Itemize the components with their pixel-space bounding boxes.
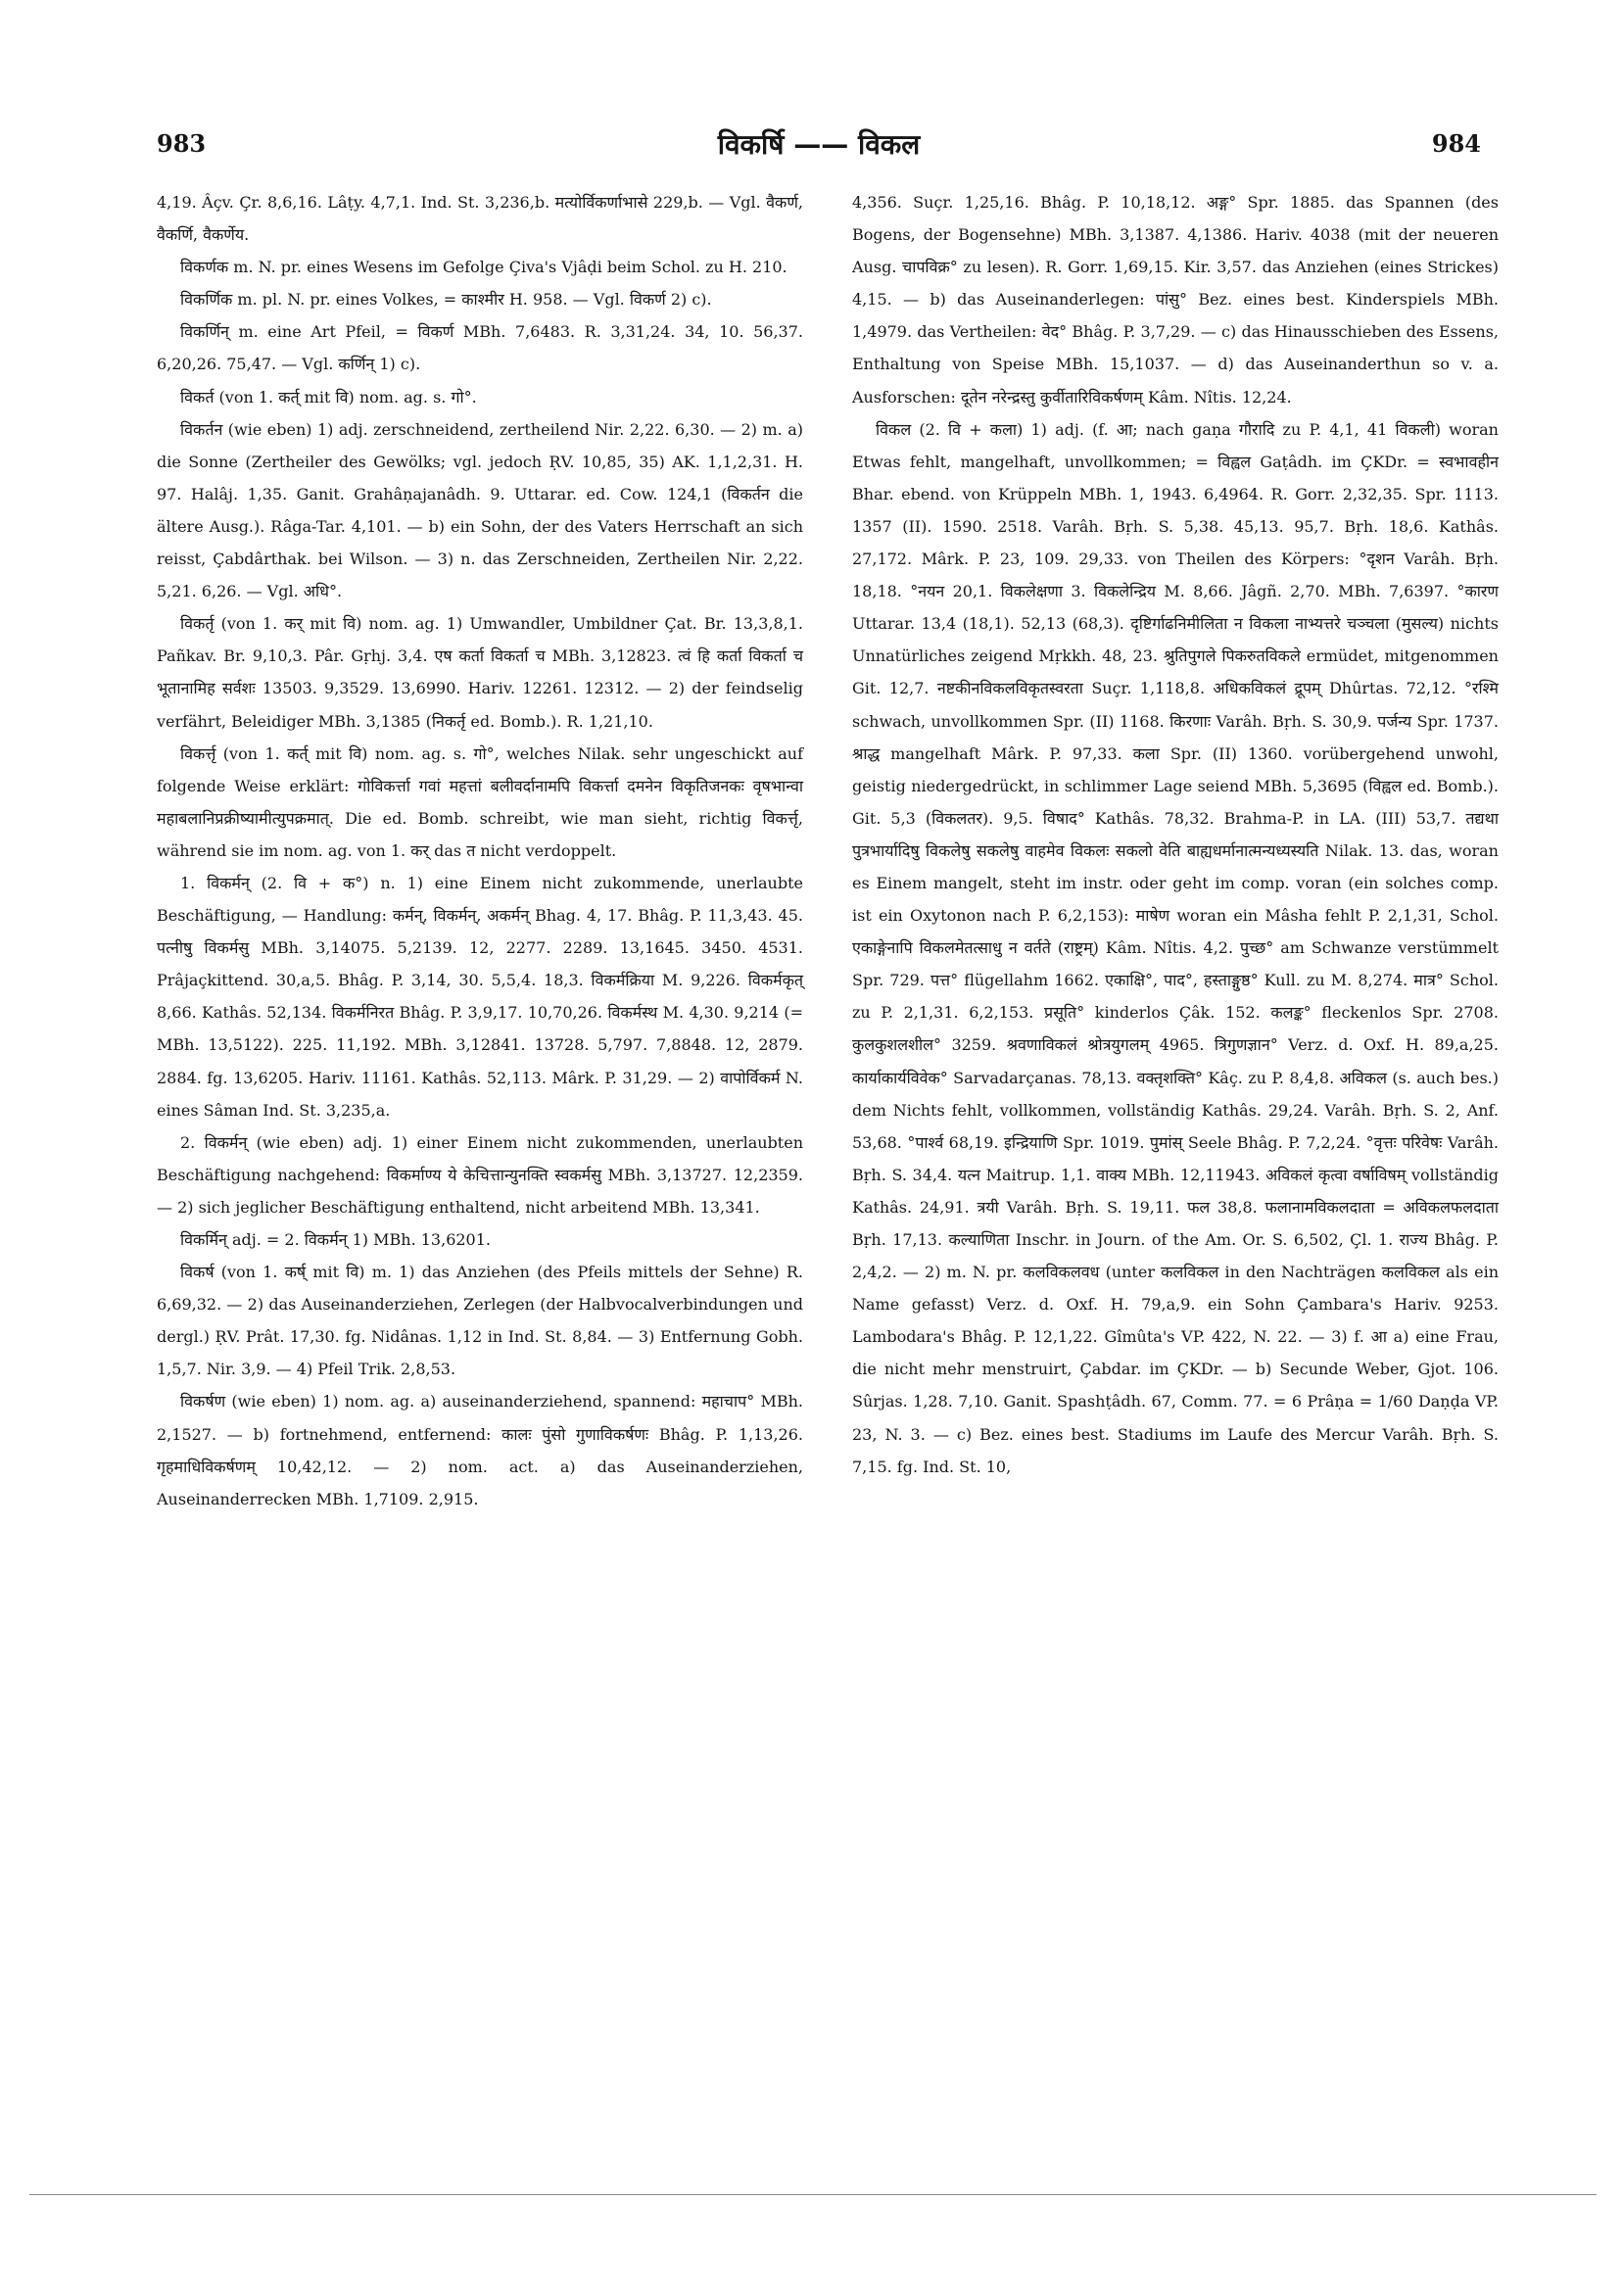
entry-paragraph: विकर्ष (von 1. कर्ष् mit वि) m. 1) das Anziehen (des Pfeils mittels der Sehne) R. 6,69,32. — 2) das Auseinanderziehen, Zerlegen (der Halbvocalverbindungen und dergl.) ṚV. Prât. 17,30. fg. Nidânas. 1,12 in Ind. St. 8,84. — 3) Entfernung Gobh. 1,5,7. Nir. 3,9. — 4) Pfeil Trik. 2,8,53. [157, 1263, 803, 1379]
entry-paragraph: विकर्णिक m. pl. N. pr. eines Volkes, = काश्मीर H. 958. — Vgl. विकर्ण 2) c). [180, 290, 712, 310]
left-column [157, 186, 803, 1515]
entry-paragraph: विकर्तन (wie eben) 1) adj. zerschneidend, zertheilend Nir. 2,22. 6,30. — 2) m. a) die Sonne (Zertheiler des Gewölks; vgl. jedoch ṚV. 10,85, 35) AK. 1,1,2,31. H. 97. Halâj. 1,35. Ganit. Grahâṇajanâdh. 9. Uttarar. ed. Cow. 124,1 (विकर्तन die ältere Ausg.). Râga-Tar. 4,101. — b) ein Sohn, der des Vaters Herrschaft an sich reisst, Çabdârthak. bei Wilson. — 3) n. das Zerschneiden, Zertheilen Nir. 2,22. 5,21. 6,26. — Vgl. अधि°. [157, 419, 803, 601]
page-number-left: 983 [157, 129, 207, 158]
entry-paragraph: विकर्णक m. N. pr. eines Wesens im Gefolge Çiva's Vjâḍi beim Schol. zu H. 210. [180, 258, 787, 277]
page-header [157, 125, 1481, 165]
footer-rule [29, 2194, 1597, 2195]
entry-paragraph: विकर्मिन् adj. = 2. विकर्मन् 1) MBh. 13,6201. [180, 1230, 492, 1249]
entry-paragraph: विकल (2. वि + कला) 1) adj. (f. आ; nach gaṇa गौरादि zu P. 4,1, 41 विकली) woran Etwas fehlt, mangelhaft, unvollkommen; = विह्वल Gaṭâdh. im ÇKDr. = स्वभावहीन Bhar. ebend. von Krüppeln MBh. 1, 1943. 6,4964. R. Gorr. 2,32,35. Spr. 1113. 1357 (II). 1590. 2518. Varâh. Bṛh. S. 5,38. 45,13. 95,7. Bṛh. 18,6. Kathâs. 27,172. Mârk. P. 23, 109. 29,33. von Theilen des Körpers: °दृशन Varâh. Bṛh. 18,18. °नयन 20,1. विकलेक्षणा 3. विकलेन्द्रिय M. 8,66. Jâgñ. 2,70. MBh. 7,6397. °कारण Uttarar. 13,4 (18,1). 52,13 (68,3). दृष्टिर्गाढनिमीलिता न विकला नाभ्यत्तरे चञ्चला (मुसल्य) nichts Unnatürliches zeigend Mṛkkh. 48, 23. श्रुतिपुगले पिकरुतविकले ermüdet, mitgenommen Git. 12,7. नष्टकीनविकलविकृतस्वरता Suçr. 1,118,8. अधिकविकलं द्रूपम् Dhûrtas. 72,12. °रश्मि schwach, unvollkommen Spr. (II) 1168. किरणाः Varâh. Bṛh. S. 30,9. पर्जन्य Spr. 1737. श्राद्ध mangelhaft Mârk. P. 97,33. कला Spr. (II) 1360. vorübergehend unwohl, geistig niedergedrückt, in schlimmer Lage seiend MBh. 5,3695 (विह्वल ed. Bomb.). Git. 5,3 (विकलतर). 9,5. विषाद° Kathâs. 78,32. Brahma-P. in LA. (III) 53,7. तद्यथा पुत्रभार्यादिषु विकलेषु सकलेषु वाहमेव विकलः सकलो वेति बाह्यधर्मानात्मन्यध्यस्यति Nilak. 13. das, woran es Einem mangelt, steht im instr. oder geht im comp. voran (ein solches comp. ist ein Oxytonon nach P. 6,2,153): माषेण woran ein Mâsha fehlt P. 2,1,31, Schol. एकाङ्गेनापि विकलमेतत्साधु न वर्तते (राष्ट्रम्) Kâm. Nîtis. 4,2. पुच्छ° am Schwanze verstümmelt Spr. 729. पत्त° flügellahm 1662. एकाक्षि°, पाद°, हस्ताङ्गुष्ठ° Kull. zu M. 8,274. मात्र° Schol. zu P. 2,1,31. 6,2,153. प्रसूति° kinderlos Çâk. 152. कलङ्क° fleckenlos Spr. 2708. कुलकुशलशील° 3259. श्रवणाविकलं श्रोत्रयुगलम् 4965. त्रिगुणज्ञान° Verz. d. Oxf. H. 89,a,25. कार्याकार्यविवेक° Sarvadarçanas. 78,13. वक्तृशक्ति° Kâç. zu P. 8,4,8. अविकल (s. auch bes.) dem Nichts fehlt, vollkommen, vollständig Kathâs. 29,24. Varâh. Bṛh. S. 2, Anf. 53,68. °पार्श्व 68,19. इन्द्रियाणि Spr. 1019. पुमांस् Seele Bhâg. P. 7,2,24. °वृत्तः परिवेषः Varâh. Bṛh. S. 34,4. यत्न Maitrup. 1,1. वाक्य MBh. 12,11943. अविकलं कृत्वा वर्षाविषम् vollständig Kathâs. 24,91. त्रयी Varâh. Bṛh. S. 19,11. फल 38,8. फलानामविकलदाता = अविकलफलदाता Bṛh. 17,13. कल्याणिता Inschr. in Journ. of the Am. Or. S. 6,502, Çl. 1. राज्य Bhâg. P. 2,4,2. — 2) m. N. pr. कलविकलवध (unter कलविकल in den Nachträgen कलविकल als ein Name gefasst) Verz. d. Oxf. H. 79,a,9. ein Sohn Çambara's Hariv. 9253. Lambodara's Bhâg. P. 12,1,22. Gîmûta's VP. 422, N. 22. — 3) f. आ a) eine Frau, die nicht mehr menstruirt, Çabdar. im ÇKDr. — b) Secunde Weber, Gjot. 106. Sûrjas. 1,28. 7,10. Ganit. Spashṭâdh. 67, Comm. 77. = 6 Prâṇa = 1/60 Daṇḍa VP. 23, N. 3. — c) Bez. eines best. Stadiums im Laufe des Mercur Varâh. Bṛh. S. 7,15. fg. Ind. St. 10, [852, 419, 1499, 1476]
right-column [852, 186, 1499, 1483]
entry-paragraph: विकर्षण (wie eben) 1) nom. ag. a) auseinanderziehend, spannend: महाचाप° MBh. 2,1527. — b) fortnehmend, entfernend: कालः पुंसो गुणाविकर्षणः Bhâg. P. 1,13,26. गृहमाधिविकर्षणम् 10,42,12. — 2) nom. act. a) das Auseinanderziehen, Auseinanderrecken MBh. 1,7109. 2,915. [157, 1392, 804, 1508]
entry-paragraph: विकर्तृ (von 1. कर् mit वि) nom. ag. 1) Umwandler, Umbildner Çat. Br. 13,3,8,1. Pañkav. Br. 9,10,3. Pâr. Gṛhj. 3,4. एष कर्ता विकर्ता च MBh. 3,12823. त्वं हि कर्ता विकर्ता च भूतानामिह सर्वशः 13503. 9,3529. 13,6990. Hariv. 12261. 12312. — 2) der feindselig verfährt, Beleidiger MBh. 3,1385 (निकर्तृ ed. Bomb.). R. 1,21,10. [157, 614, 803, 731]
entry-paragraph: 4,356. Suçr. 1,25,16. Bhâg. P. 10,18,12. अङ्ग° Spr. 1885. das Spannen (des Bogens, der Bogensehne) MBh. 3,1387. 4,1386. Hariv. 4038 (mit der neueren Ausg. चापविक्र° zu lesen). R. Gorr. 1,69,15. Kir. 3,57. das Anziehen (eines Strickes) 4,15. — b) das Auseinanderlegen: पांसु° Bez. eines best. Kinderspiels MBh. 1,4979. das Vertheilen: वेद° Bhâg. P. 3,7,29. — c) das Hinausschieben des Essens, Enthaltung von Speise MBh. 15,1037. — d) das Auseinanderthun so v. a. Ausforschen: दूतेन नरेन्द्रस्तु कुर्वीतारिविकर्षणम् Kâm. Nîtis. 12,24. [852, 193, 1499, 407]
entry-paragraph: 4,19. Âçv. Çr. 8,6,16. Lâṭy. 4,7,1. Ind. St. 3,236,b. मत्योर्विकर्णाभासे 229,b. — Vgl. वैकर्ण, वैकर्णि, वैकर्णेय. [157, 193, 803, 245]
entry-paragraph: 1. विकर्मन् (2. वि + क°) n. 1) eine Einem nicht zukommende, unerlaubte Beschäftigung, — Handlung: कर्मन्, विकर्मन्, अकर्मन् Bhag. 4, 17. Bhâg. P. 11,3,43. 45. पत्नीषु विकर्मसु MBh. 3,14075. 5,2139. 12, 2277. 2289. 13,1645. 3450. 4531. Prâjaçkittend. 30,a,5. Bhâg. P. 3,14, 30. 5,5,4. 18,3. विकर्मक्रिया M. 9,226. विकर्मकृत् 8,66. Kathâs. 52,134. विकर्मनिरत Bhâg. P. 3,9,17. 10,70,26. विकर्मस्थ M. 4,30. 9,214 (= MBh. 13,5122). 225. 11,192. MBh. 3,12841. 13728. 5,797. 7,8848. 12, 2879. 2884. fg. 13,6205. Hariv. 11161. Kathâs. 52,113. Mârk. P. 31,29. — 2) वापोर्विकर्म N. eines Sâman Ind. St. 3,235,a. [157, 873, 803, 1120]
running-head: विकर्षि —— विकल [717, 128, 921, 161]
page-number-right: 984 [1431, 129, 1481, 158]
entry-paragraph: विकर्णिन् m. eine Art Pfeil, = विकर्ण MBh. 7,6483. R. 3,31,24. 34, 10. 56,37. 6,20,26. 75,47. — Vgl. कर्णिन् 1) c). [157, 322, 803, 374]
entry-paragraph: विकर्त्तृ (von 1. कर्त् mit वि) nom. ag. s. गो°, welches Nilak. sehr ungeschickt auf folgende Weise erklärt: गोविकर्त्ता गवां महत्तां बलीवर्दानामपि विकर्त्ता दमनेन विकृतिजनकः वृषभान्वा महाबलानिप्रक्रीष्यामीत्युपक्रमात्. Die ed. Bomb. schreibt, wie man sieht, richtig विकर्त्तृ, während sie im nom. ag. von 1. कर् das त nicht verdoppelt. [157, 743, 803, 860]
entry-paragraph: 2. विकर्मन् (wie eben) adj. 1) einer Einem nicht zukommenden, unerlaubten Beschäftigung nachgehend: विकर्माण्य ये केचित्तान्युनक्ति स्वकर्मसु MBh. 3,13727. 12,2359. — 2) sich jeglicher Beschäftigung enthaltend, nicht arbeitend MBh. 13,341. [157, 1132, 803, 1217]
entry-paragraph: विकर्त (von 1. कर्त् mit वि) nom. ag. s. गो°. [180, 387, 477, 407]
